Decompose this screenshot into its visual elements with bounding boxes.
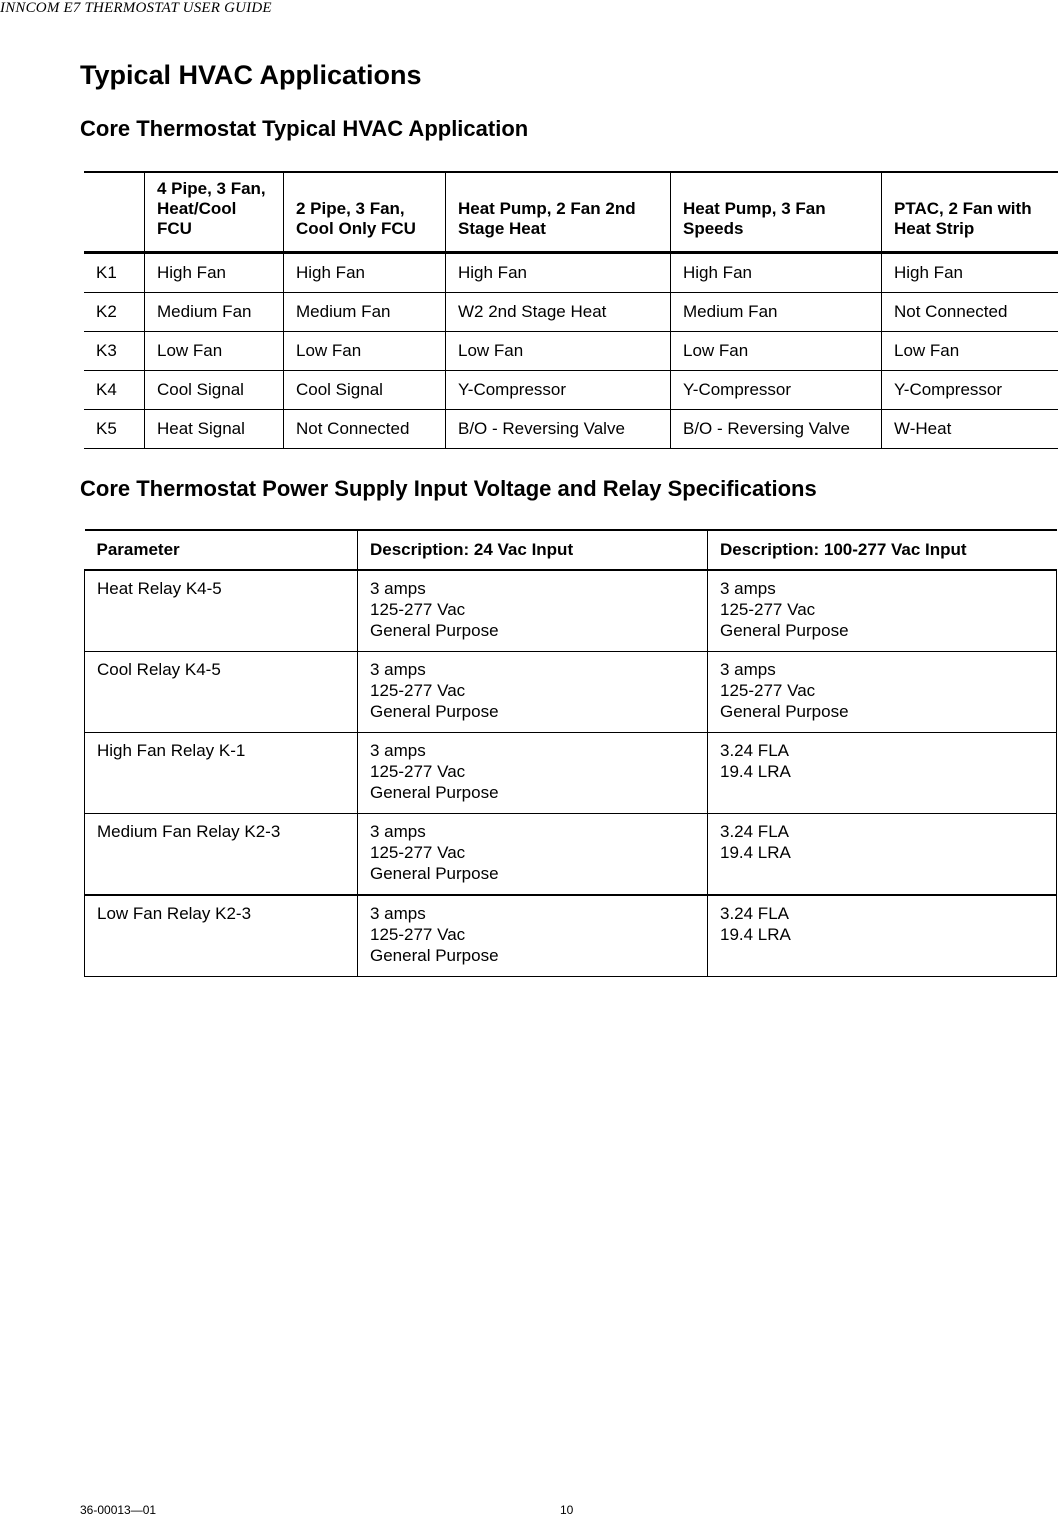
table-cell: K4: [84, 371, 145, 410]
table-cell: High Fan: [882, 253, 1059, 293]
table-cell: Medium Fan: [284, 293, 446, 332]
vac24-cell: [358, 652, 708, 733]
page-number: 10: [560, 1503, 574, 1517]
table-row: [85, 652, 1057, 733]
section-heading-hvac-application: Core Thermostat Typical HVAC Application: [80, 116, 529, 141]
table-cell: Low Fan: [671, 332, 882, 371]
table-row: [85, 733, 1057, 814]
spec-line: General Purpose: [370, 864, 499, 883]
spec-line: General Purpose: [370, 621, 499, 640]
table-cell: B/O - Reversing Valve: [671, 410, 882, 449]
spec-line: 125-277 Vac: [370, 843, 466, 862]
table-cell: Not Connected: [882, 293, 1059, 332]
hvac-application-table: [84, 171, 1058, 449]
vac100-cell: [708, 814, 1057, 896]
table-cell: K1: [84, 253, 145, 293]
parameter-cell: High Fan Relay K-1: [85, 733, 358, 814]
power-supply-relay-table: [84, 529, 1057, 977]
spec-line: 19.4 LRA: [720, 843, 791, 862]
table-row: [84, 332, 1058, 371]
spec-line: General Purpose: [720, 702, 849, 721]
spec-line: 3 amps: [370, 822, 426, 841]
parameter-cell: Medium Fan Relay K2-3: [85, 814, 358, 896]
table-cell: Medium Fan: [671, 293, 882, 332]
table-cell: K2: [84, 293, 145, 332]
vac24-cell: [358, 814, 708, 896]
vac24-cell: [358, 733, 708, 814]
running-header: INNCOM E7 THERMOSTAT USER GUIDE: [0, 0, 272, 16]
spec-line: 3 amps: [370, 579, 426, 598]
table-row: [84, 293, 1058, 332]
spec-line: General Purpose: [370, 702, 499, 721]
spec-line: 3.24 FLA: [720, 904, 789, 923]
vac100-cell: [708, 733, 1057, 814]
table-cell: Y-Compressor: [671, 371, 882, 410]
spec-line: 3.24 FLA: [720, 822, 789, 841]
table-row: [85, 570, 1057, 652]
column-header: Description: 24 Vac Input: [358, 530, 708, 570]
parameter-cell: Cool Relay K4-5: [85, 652, 358, 733]
table-cell: W-Heat: [882, 410, 1059, 449]
spec-line: 125-277 Vac: [370, 762, 466, 781]
spec-line: 3.24 FLA: [720, 741, 789, 760]
table-cell: Low Fan: [446, 332, 671, 371]
vac100-cell: [708, 895, 1057, 977]
table-row: [84, 253, 1058, 293]
vac100-cell: [708, 570, 1057, 652]
spec-line: 125-277 Vac: [720, 600, 816, 619]
vac24-cell: [358, 895, 708, 977]
column-header: [84, 172, 145, 253]
spec-line: 125-277 Vac: [370, 681, 466, 700]
vac24-cell: [358, 570, 708, 652]
column-header: Heat Pump, 2 Fan 2nd Stage Heat: [446, 172, 671, 253]
spec-line: 3 amps: [720, 660, 776, 679]
spec-line: 3 amps: [370, 741, 426, 760]
document-number: 36-00013—01: [80, 1503, 157, 1517]
table-cell: High Fan: [671, 253, 882, 293]
table-cell: B/O - Reversing Valve: [446, 410, 671, 449]
table-row: [85, 814, 1057, 896]
table-cell: Low Fan: [145, 332, 284, 371]
spec-line: General Purpose: [370, 946, 499, 965]
table-cell: Y-Compressor: [882, 371, 1059, 410]
table-cell: High Fan: [145, 253, 284, 293]
table-header-row: [85, 530, 1057, 570]
table-row: [84, 371, 1058, 410]
table-cell: High Fan: [284, 253, 446, 293]
column-header: PTAC, 2 Fan with Heat Strip: [882, 172, 1059, 253]
column-header: Description: 100-277 Vac Input: [708, 530, 1057, 570]
spec-line: 19.4 LRA: [720, 762, 791, 781]
table-cell: High Fan: [446, 253, 671, 293]
column-header: 4 Pipe, 3 Fan, Heat/Cool FCU: [145, 172, 284, 253]
column-header: Parameter: [85, 530, 358, 570]
parameter-cell: Heat Relay K4-5: [85, 570, 358, 652]
spec-line: 3 amps: [370, 660, 426, 679]
spec-line: 125-277 Vac: [370, 925, 466, 944]
spec-line: 19.4 LRA: [720, 925, 791, 944]
spec-line: 125-277 Vac: [720, 681, 816, 700]
spec-line: 125-277 Vac: [370, 600, 466, 619]
table-cell: Low Fan: [882, 332, 1059, 371]
table-cell: W2 2nd Stage Heat: [446, 293, 671, 332]
table-cell: Medium Fan: [145, 293, 284, 332]
parameter-cell: Low Fan Relay K2-3: [85, 895, 358, 977]
spec-line: General Purpose: [720, 621, 849, 640]
table-cell: Y-Compressor: [446, 371, 671, 410]
section-heading-power-supply: Core Thermostat Power Supply Input Voltage and Relay Specifications: [80, 476, 817, 501]
table-header-row: [84, 172, 1058, 253]
table-cell: Low Fan: [284, 332, 446, 371]
spec-line: 3 amps: [720, 579, 776, 598]
table-cell: K3: [84, 332, 145, 371]
table-row: [84, 410, 1058, 449]
table-cell: Heat Signal: [145, 410, 284, 449]
column-header: Heat Pump, 3 Fan Speeds: [671, 172, 882, 253]
spec-line: General Purpose: [370, 783, 499, 802]
table-cell: Cool Signal: [145, 371, 284, 410]
vac100-cell: [708, 652, 1057, 733]
table-cell: K5: [84, 410, 145, 449]
column-header: 2 Pipe, 3 Fan, Cool Only FCU: [284, 172, 446, 253]
spec-line: 3 amps: [370, 904, 426, 923]
page-title: Typical HVAC Applications: [80, 60, 422, 90]
table-cell: Cool Signal: [284, 371, 446, 410]
table-cell: Not Connected: [284, 410, 446, 449]
table-row: [85, 895, 1057, 977]
